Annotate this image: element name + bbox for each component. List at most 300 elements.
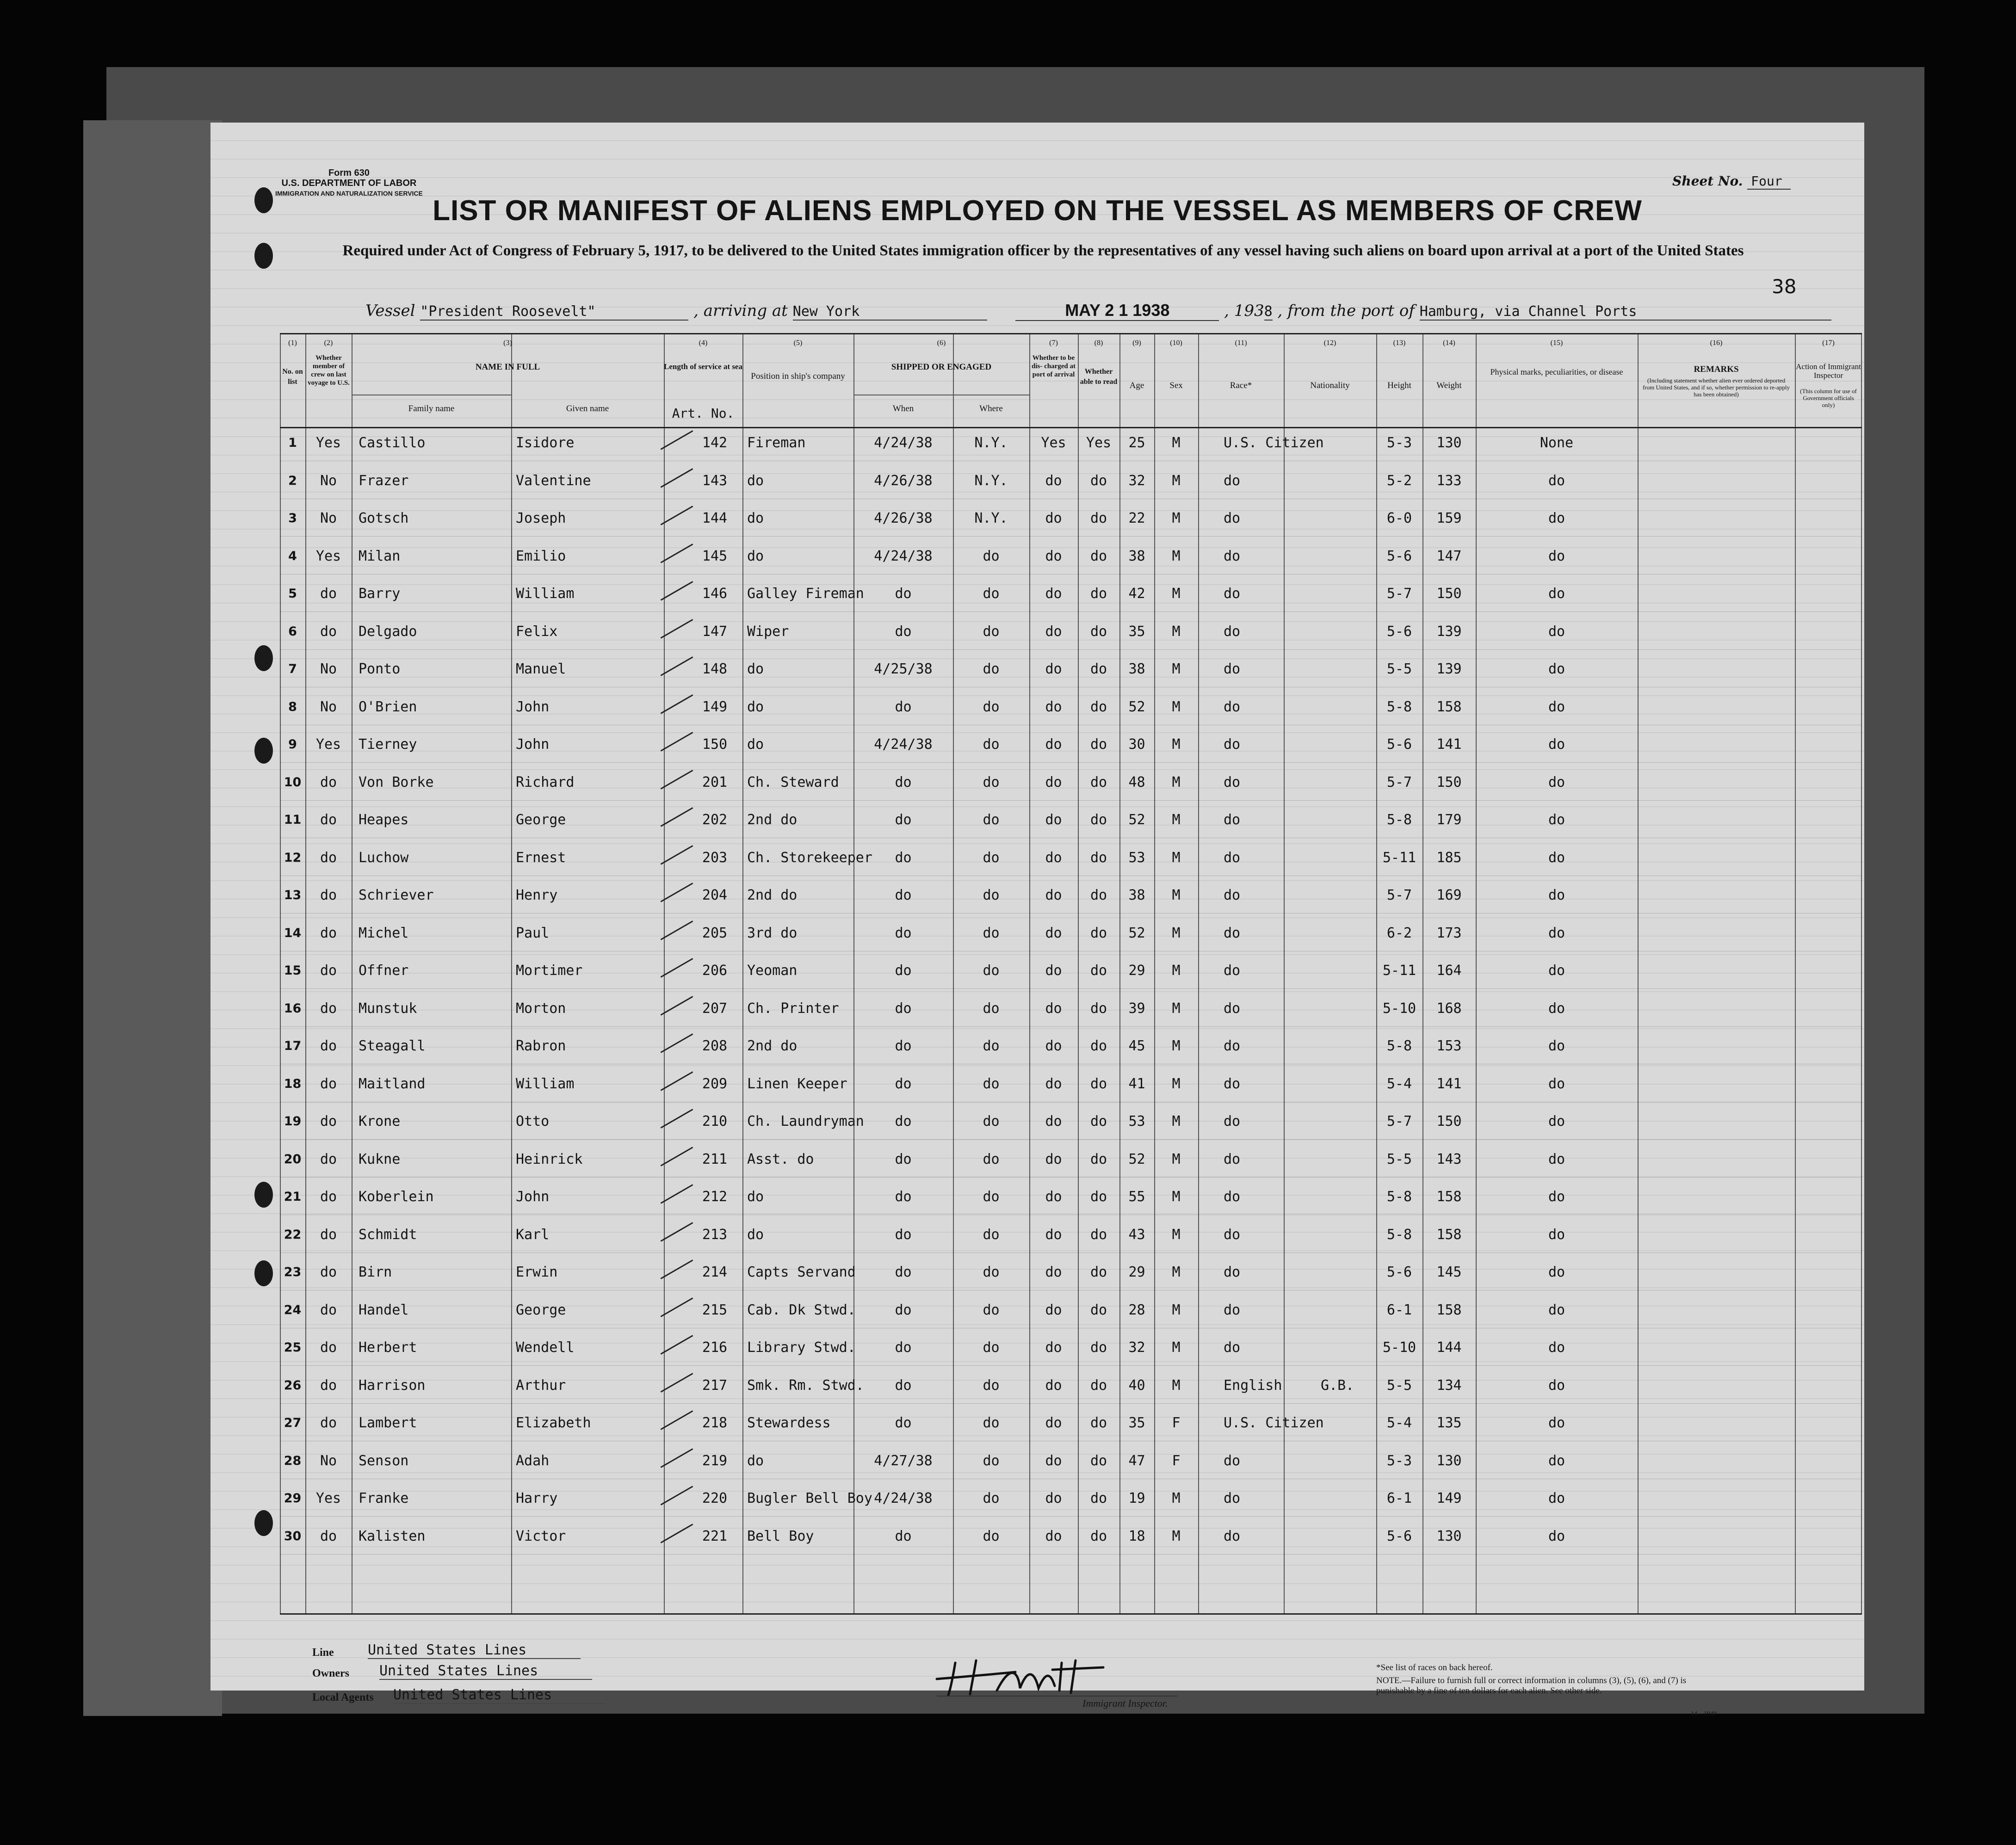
header-name-in-full: NAME IN FULL	[475, 362, 540, 372]
cell-marks: do	[1548, 1151, 1565, 1167]
cell-family: Lambert	[359, 1415, 417, 1431]
cell-given: Morton	[516, 1000, 566, 1017]
line-label: Line	[312, 1647, 334, 1659]
cell-last: do	[320, 812, 337, 828]
cell-weight: 150	[1436, 1113, 1462, 1129]
cell-sex: M	[1172, 548, 1181, 564]
cell-no: 6	[288, 624, 297, 639]
cell-when: do	[895, 1189, 912, 1205]
cell-sex: M	[1172, 1151, 1181, 1167]
cell-marks: do	[1548, 849, 1565, 866]
cell-disch: do	[1045, 963, 1062, 979]
cell-position: do	[747, 1226, 764, 1243]
cell-family: Birn	[359, 1264, 392, 1280]
cell-sex: M	[1172, 1113, 1181, 1129]
cell-when: do	[895, 1226, 912, 1243]
cell-race: do	[1224, 1490, 1241, 1506]
cell-height: 5-4	[1386, 1075, 1412, 1092]
cell-weight: 153	[1436, 1038, 1462, 1054]
cell-where: do	[983, 774, 1000, 790]
cell-no: 2	[288, 473, 297, 488]
cell-sex: M	[1172, 1377, 1181, 1394]
cell-when: do	[895, 925, 912, 941]
cell-weight: 145	[1436, 1264, 1462, 1280]
cell-where: do	[983, 1113, 1000, 1129]
owners-value: United States Lines	[379, 1663, 592, 1680]
cell-read: do	[1090, 963, 1107, 979]
cell-weight: 139	[1436, 623, 1462, 640]
cell-race: do	[1224, 925, 1241, 941]
header-last-voyage: Whether member of crew on last voyage to U.S.	[308, 354, 350, 387]
cell-race: do	[1224, 887, 1241, 903]
line-value: United States Lines	[368, 1642, 581, 1659]
arriving-label: , arriving at	[693, 302, 788, 320]
cell-position: do	[747, 472, 764, 489]
cell-when: do	[895, 698, 912, 715]
cell-read: do	[1090, 925, 1107, 941]
cell-art: 206	[702, 963, 728, 979]
cell-weight: 141	[1436, 736, 1462, 753]
row-rule	[280, 1177, 1862, 1178]
cell-no: 15	[284, 963, 302, 978]
cell-disch: do	[1045, 510, 1062, 526]
header-nationality: Nationality	[1310, 381, 1350, 390]
cell-disch: do	[1045, 548, 1062, 564]
cell-last: do	[320, 1226, 337, 1243]
cell-height: 6-0	[1386, 510, 1412, 526]
cell-no: 11	[284, 813, 302, 827]
cell-no: 10	[284, 775, 302, 790]
cell-race: do	[1224, 1528, 1241, 1544]
cell-family: Milan	[359, 548, 401, 564]
cell-sex: M	[1172, 774, 1181, 790]
cell-last: Yes	[315, 736, 341, 753]
cell-given: Arthur	[516, 1377, 566, 1394]
cell-read: do	[1090, 548, 1107, 564]
cell-marks: do	[1548, 472, 1565, 489]
cell-age: 29	[1128, 1264, 1145, 1280]
cell-position: 2nd do	[747, 1038, 798, 1054]
cell-age: 18	[1128, 1528, 1145, 1544]
cell-age: 52	[1128, 698, 1145, 715]
header-given-name: Given name	[566, 404, 609, 413]
header-physical-marks: Physical marks, peculiarities, or disease	[1490, 367, 1623, 376]
cell-sex: M	[1172, 623, 1181, 640]
cell-no: 3	[288, 511, 297, 525]
binder-hole	[254, 645, 273, 671]
cell-family: Heapes	[359, 812, 409, 828]
column-number: (11)	[1235, 339, 1247, 347]
cell-marks: do	[1548, 698, 1565, 715]
cell-sex: M	[1172, 1000, 1181, 1017]
cell-race: do	[1224, 1151, 1241, 1167]
cell-read: do	[1090, 1452, 1107, 1469]
cell-no: 7	[288, 662, 297, 676]
cell-disch: do	[1045, 1189, 1062, 1205]
cell-height: 5-6	[1386, 1528, 1412, 1544]
cell-height: 5-8	[1386, 1038, 1412, 1054]
cell-no: 20	[284, 1152, 302, 1166]
manifest-sheet	[210, 123, 1864, 1717]
vessel-label: Vessel	[365, 302, 415, 320]
cell-sex: M	[1172, 1264, 1181, 1280]
cell-family: Luchow	[359, 849, 409, 866]
vessel-line	[365, 301, 1800, 321]
cell-read: do	[1090, 586, 1107, 602]
cell-where: do	[983, 887, 1000, 903]
cell-art: 143	[702, 472, 728, 489]
cell-height: 6-1	[1386, 1490, 1412, 1506]
cell-given: Joseph	[516, 510, 566, 526]
cell-art: 203	[702, 849, 728, 866]
cell-age: 38	[1128, 661, 1145, 677]
cell-sex: M	[1172, 812, 1181, 828]
header-remarks: REMARKS	[1694, 364, 1739, 374]
cell-race: do	[1224, 623, 1241, 640]
cell-position: do	[747, 1452, 764, 1469]
column-number: (14)	[1443, 339, 1455, 347]
row-rule	[280, 536, 1862, 537]
cell-read: do	[1090, 1000, 1107, 1017]
cell-position: Smk. Rm. Stwd.	[747, 1377, 864, 1394]
cell-age: 22	[1128, 510, 1145, 526]
cell-where: do	[983, 1415, 1000, 1431]
row-rule	[280, 611, 1862, 612]
cell-when: 4/26/38	[874, 472, 933, 489]
cell-where: do	[983, 623, 1000, 640]
cell-last: do	[320, 887, 337, 903]
cell-where: do	[983, 548, 1000, 564]
cell-when: 4/24/38	[874, 736, 933, 753]
cell-race: do	[1224, 1226, 1241, 1243]
cell-sex: M	[1172, 1038, 1181, 1054]
cell-given: Karl	[516, 1226, 550, 1243]
column-number: (13)	[1393, 339, 1406, 347]
cell-when: do	[895, 1339, 912, 1356]
year-value: 8	[1264, 303, 1273, 320]
cell-no: 28	[284, 1453, 302, 1468]
cell-position: 2nd do	[747, 812, 798, 828]
cell-age: 28	[1128, 1302, 1145, 1318]
cell-height: 5-8	[1386, 698, 1412, 715]
cell-position: 3rd do	[747, 925, 798, 941]
cell-sex: M	[1172, 925, 1181, 941]
cell-where: do	[983, 1189, 1000, 1205]
form-number: Form 630	[328, 168, 370, 178]
cell-marks: do	[1548, 1339, 1565, 1356]
cell-disch: do	[1045, 1452, 1062, 1469]
cell-where: do	[983, 586, 1000, 602]
cell-when: 4/24/38	[874, 435, 933, 451]
vessel-name: "President Roosevelt"	[420, 303, 688, 321]
cell-marks: do	[1548, 812, 1565, 828]
cell-position: Yeoman	[747, 963, 798, 979]
column-number: (8)	[1094, 339, 1103, 347]
cell-weight: 185	[1436, 849, 1462, 866]
cell-marks: do	[1548, 1113, 1565, 1129]
cell-height: 5-5	[1386, 1377, 1412, 1394]
year-label: , 193	[1224, 302, 1264, 320]
cell-height: 5-5	[1386, 1151, 1412, 1167]
cell-height: 5-7	[1386, 774, 1412, 790]
header-action: Action of Immigrant Inspector	[1796, 362, 1861, 380]
sheet-number	[1672, 173, 1791, 189]
cell-disch: do	[1045, 1377, 1062, 1394]
cell-given: John	[516, 698, 550, 715]
cell-height: 5-11	[1382, 963, 1416, 979]
cell-race: do	[1224, 1302, 1241, 1318]
cell-race: do	[1224, 510, 1241, 526]
cell-height: 5-7	[1386, 887, 1412, 903]
cell-no: 26	[284, 1378, 302, 1393]
cell-where: do	[983, 1302, 1000, 1318]
cell-read: do	[1090, 1151, 1107, 1167]
cell-family: Franke	[359, 1490, 409, 1506]
arrival-port: New York	[793, 303, 987, 321]
cell-no: 21	[284, 1190, 302, 1204]
cell-weight: 130	[1436, 435, 1462, 451]
cell-position: Ch. Printer	[747, 1000, 839, 1017]
cell-marks: do	[1548, 623, 1565, 640]
cell-when: do	[895, 586, 912, 602]
cell-age: 38	[1128, 548, 1145, 564]
cell-family: Von Borke	[359, 774, 434, 790]
cell-marks: do	[1548, 661, 1565, 677]
cell-family: Gotsch	[359, 510, 409, 526]
cell-weight: 130	[1436, 1528, 1462, 1544]
binder-hole	[254, 1510, 273, 1536]
cell-family: Schriever	[359, 887, 434, 903]
cell-no: 16	[284, 1001, 302, 1016]
cell-art: 211	[702, 1151, 728, 1167]
cell-height: 5-8	[1386, 1189, 1412, 1205]
cell-given: Victor	[516, 1528, 566, 1544]
cell-read: do	[1090, 1415, 1107, 1431]
cell-position: do	[747, 661, 764, 677]
cell-age: 55	[1128, 1189, 1145, 1205]
cell-where: do	[983, 1490, 1000, 1506]
cell-given: Heinrick	[516, 1151, 583, 1167]
cell-given: Felix	[516, 623, 558, 640]
cell-given: Adah	[516, 1452, 550, 1469]
sheet-number-label: Sheet No.	[1672, 173, 1743, 189]
cell-marks: do	[1548, 1302, 1565, 1318]
cell-family: Harrison	[359, 1377, 426, 1394]
cell-last: Yes	[315, 1490, 341, 1506]
cell-where: do	[983, 849, 1000, 866]
cell-disch: do	[1045, 1528, 1062, 1544]
cell-weight: 130	[1436, 1452, 1462, 1469]
cell-read: do	[1090, 1113, 1107, 1129]
cell-weight: 168	[1436, 1000, 1462, 1017]
cell-last: No	[320, 510, 337, 526]
header-able-to-read: Whether able to read	[1080, 368, 1118, 386]
cell-sex: M	[1172, 849, 1181, 866]
cell-sex: M	[1172, 586, 1181, 602]
cell-read: do	[1090, 1075, 1107, 1092]
cell-age: 42	[1128, 586, 1145, 602]
cell-weight: 158	[1436, 1226, 1462, 1243]
column-number: (5)	[793, 339, 803, 347]
cell-sex: M	[1172, 1339, 1181, 1356]
cell-age: 45	[1128, 1038, 1145, 1054]
cell-no: 29	[284, 1491, 302, 1506]
cell-disch: do	[1045, 1038, 1062, 1054]
row-rule	[280, 800, 1862, 801]
cell-disch: do	[1045, 1302, 1062, 1318]
cell-family: Castillo	[359, 435, 426, 451]
column-number: (6)	[937, 339, 946, 347]
cell-read: do	[1090, 472, 1107, 489]
cell-age: 32	[1128, 472, 1145, 489]
cell-disch: do	[1045, 623, 1062, 640]
cell-where: do	[983, 1377, 1000, 1394]
cell-given: Wendell	[516, 1339, 575, 1356]
cell-no: 19	[284, 1114, 302, 1129]
cell-height: 5-6	[1386, 736, 1412, 753]
cell-disch: do	[1045, 698, 1062, 715]
cell-disch: do	[1045, 774, 1062, 790]
cell-read: do	[1090, 736, 1107, 753]
cell-family: Handel	[359, 1302, 409, 1318]
cell-marks: do	[1548, 925, 1565, 941]
row-rule	[280, 1554, 1862, 1555]
crew-table	[280, 333, 1862, 1615]
cell-given: Valentine	[516, 472, 591, 489]
cell-age: 19	[1128, 1490, 1145, 1506]
cell-last: do	[320, 1038, 337, 1054]
cell-no: 4	[288, 549, 297, 563]
cell-where: do	[983, 1038, 1000, 1054]
cell-family: Kukne	[359, 1151, 401, 1167]
cell-read: do	[1090, 1226, 1107, 1243]
cell-marks: do	[1548, 510, 1565, 526]
cell-weight: 147	[1436, 548, 1462, 564]
cell-age: 47	[1128, 1452, 1145, 1469]
cell-height: 5-2	[1386, 472, 1412, 489]
cell-race: do	[1224, 1075, 1241, 1092]
cell-read: do	[1090, 661, 1107, 677]
cell-height: 5-10	[1382, 1000, 1416, 1017]
cell-read: do	[1090, 1528, 1107, 1544]
cell-where: do	[983, 1264, 1000, 1280]
cell-where: do	[983, 1226, 1000, 1243]
cell-marks: do	[1548, 1000, 1565, 1017]
header-art-no: Art. No.	[672, 406, 735, 421]
cell-race: U.S. Citizen	[1224, 435, 1324, 451]
row-rule	[280, 1403, 1862, 1404]
cell-read: do	[1090, 774, 1107, 790]
cell-when: do	[895, 1038, 912, 1054]
cell-art: 149	[702, 698, 728, 715]
cell-where: do	[983, 1151, 1000, 1167]
cell-age: 40	[1128, 1377, 1145, 1394]
cell-where: do	[983, 1000, 1000, 1017]
service-name: IMMIGRATION AND NATURALIZATION SERVICE	[275, 190, 423, 197]
cell-family: Steagall	[359, 1038, 426, 1054]
page-subtitle: Required under Act of Congress of February 5, 1917, to be delivered to the United States immigration officer by the representatives of any vessel having such aliens on board upon arrival at a port of the United States	[342, 242, 1744, 259]
cell-marks: do	[1548, 963, 1565, 979]
cell-art: 146	[702, 586, 728, 602]
cell-art: 216	[702, 1339, 728, 1356]
cell-disch: do	[1045, 1151, 1062, 1167]
cell-race: do	[1224, 661, 1241, 677]
cell-last: do	[320, 1528, 337, 1544]
cell-last: do	[320, 623, 337, 640]
cell-height: 5-3	[1386, 435, 1412, 451]
cell-height: 5-10	[1382, 1339, 1416, 1356]
cell-no: 25	[284, 1340, 302, 1355]
cell-no: 1	[288, 436, 297, 450]
cell-when: do	[895, 963, 912, 979]
cell-given: Harry	[516, 1490, 558, 1506]
cell-read: do	[1090, 623, 1107, 640]
cell-no: 24	[284, 1302, 302, 1317]
cell-given: Mortimer	[516, 963, 583, 979]
cell-position: Stewardess	[747, 1415, 831, 1431]
header-length-service: Length of service at sea	[664, 362, 742, 371]
row-rule	[280, 1365, 1862, 1366]
cell-race: do	[1224, 698, 1241, 715]
cell-given: Erwin	[516, 1264, 558, 1280]
cell-age: 38	[1128, 887, 1145, 903]
column-number: (4)	[699, 339, 708, 347]
cell-family: Krone	[359, 1113, 401, 1129]
cell-family: Barry	[359, 586, 401, 602]
cell-last: Yes	[315, 548, 341, 564]
column-number: (16)	[1710, 339, 1723, 347]
cell-last: do	[320, 1151, 337, 1167]
cell-art: 142	[702, 435, 728, 451]
cell-sex: M	[1172, 472, 1181, 489]
cell-marks: do	[1548, 1038, 1565, 1054]
column-number: (9)	[1132, 339, 1141, 347]
cell-where: do	[983, 1339, 1000, 1356]
row-rule	[280, 1139, 1862, 1140]
cell-sex: M	[1172, 1528, 1181, 1544]
departure-port: Hamburg, via Channel Ports	[1420, 303, 1831, 321]
column-number: (10)	[1170, 339, 1182, 347]
cell-race: do	[1224, 1339, 1241, 1356]
cell-position: Ch. Laundryman	[747, 1113, 864, 1129]
cell-where: do	[983, 1528, 1000, 1544]
cell-weight: 158	[1436, 1189, 1462, 1205]
column-number: (7)	[1049, 339, 1058, 347]
cell-given: Paul	[516, 925, 550, 941]
cell-last: Yes	[315, 435, 341, 451]
cell-race: U.S. Citizen	[1224, 1415, 1324, 1431]
cell-position: Galley Fireman	[747, 586, 864, 602]
cell-race: do	[1224, 586, 1241, 602]
cell-last: No	[320, 698, 337, 715]
cell-height: 5-7	[1386, 586, 1412, 602]
cell-marks: do	[1548, 774, 1565, 790]
cell-position: Fireman	[747, 435, 806, 451]
cell-last: do	[320, 586, 337, 602]
row-rule	[280, 1516, 1862, 1517]
cell-read: do	[1090, 1302, 1107, 1318]
races-note: *See list of races on back hereof.	[1376, 1663, 1493, 1672]
cell-marks: do	[1548, 1189, 1565, 1205]
cell-art: 147	[702, 623, 728, 640]
cell-read: do	[1090, 849, 1107, 866]
cell-read: do	[1090, 1490, 1107, 1506]
cell-position: 2nd do	[747, 887, 798, 903]
cell-sex: M	[1172, 510, 1181, 526]
cell-art: 210	[702, 1113, 728, 1129]
cell-marks: do	[1548, 1452, 1565, 1469]
cell-art: 148	[702, 661, 728, 677]
